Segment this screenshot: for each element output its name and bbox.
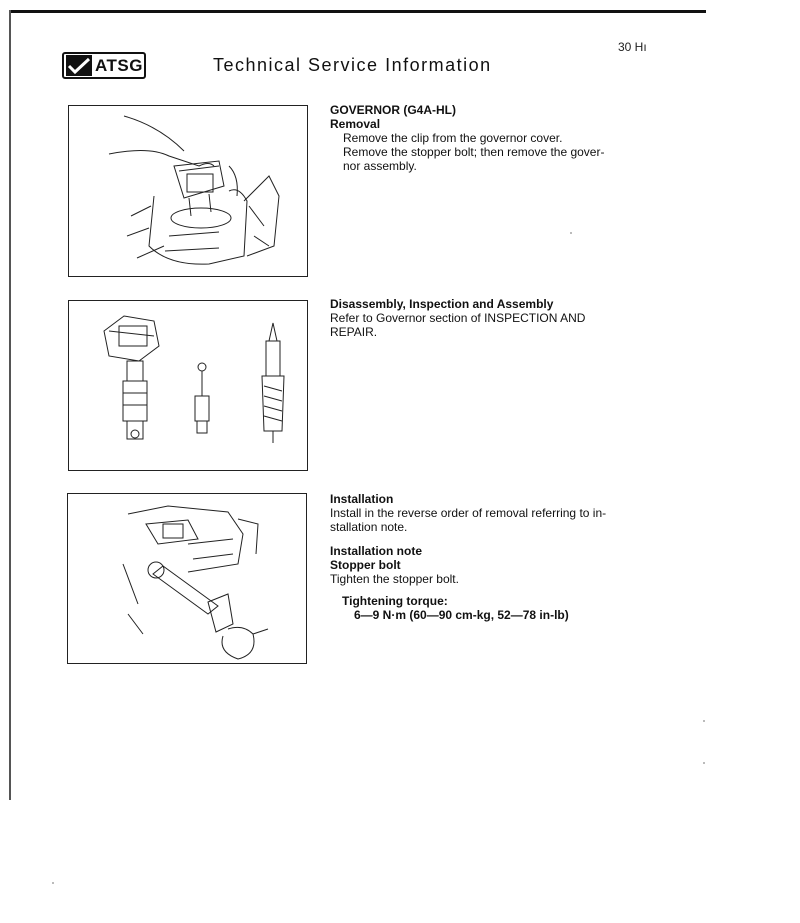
note-line: Tighten the stopper bolt.	[330, 572, 459, 586]
note-heading: Installation note	[330, 544, 423, 558]
section-heading: Disassembly, Inspection and Assembly	[330, 297, 554, 311]
section-heading: GOVERNOR (G4A-HL)	[330, 103, 456, 117]
top-rule	[10, 10, 706, 13]
section-heading: Installation	[330, 492, 394, 506]
body-line: stallation note.	[330, 520, 408, 534]
left-rule	[9, 10, 11, 800]
logo-text: ATSG	[95, 55, 143, 75]
body-line: Remove the clip from the governor cover.	[343, 131, 563, 145]
stopper-bolt-torque-illustration	[67, 493, 307, 664]
scan-speck	[570, 232, 572, 234]
governor-components-illustration	[68, 300, 308, 471]
body-line: Install in the reverse order of removal referring to in-	[330, 506, 607, 520]
body-line: Refer to Governor section of INSPECTION AND	[330, 311, 586, 325]
governor-removal-text	[330, 103, 620, 173]
torque-label: Tightening torque:	[342, 594, 448, 608]
page-header-title: Technical Service Information	[213, 55, 492, 75]
governor-removal-illustration	[68, 105, 308, 277]
body-line: REPAIR.	[330, 325, 378, 339]
installation-text	[330, 492, 620, 622]
section-subheading: Removal	[330, 117, 381, 131]
logo-checkmark-icon	[66, 55, 92, 76]
body-line: nor assembly.	[343, 159, 417, 173]
page-number: 30 Hı	[618, 40, 647, 54]
disassembly-text	[330, 297, 620, 339]
torque-value: 6—9 N·m (60—90 cm-kg, 52—78 in-lb)	[354, 608, 569, 622]
scan-speck	[703, 720, 705, 722]
body-line: Remove the stopper bolt; then remove the gover-	[343, 145, 605, 159]
atsg-logo	[62, 52, 146, 79]
scan-speck	[52, 882, 54, 884]
scan-speck	[703, 762, 705, 764]
note-subheading: Stopper bolt	[330, 558, 401, 572]
